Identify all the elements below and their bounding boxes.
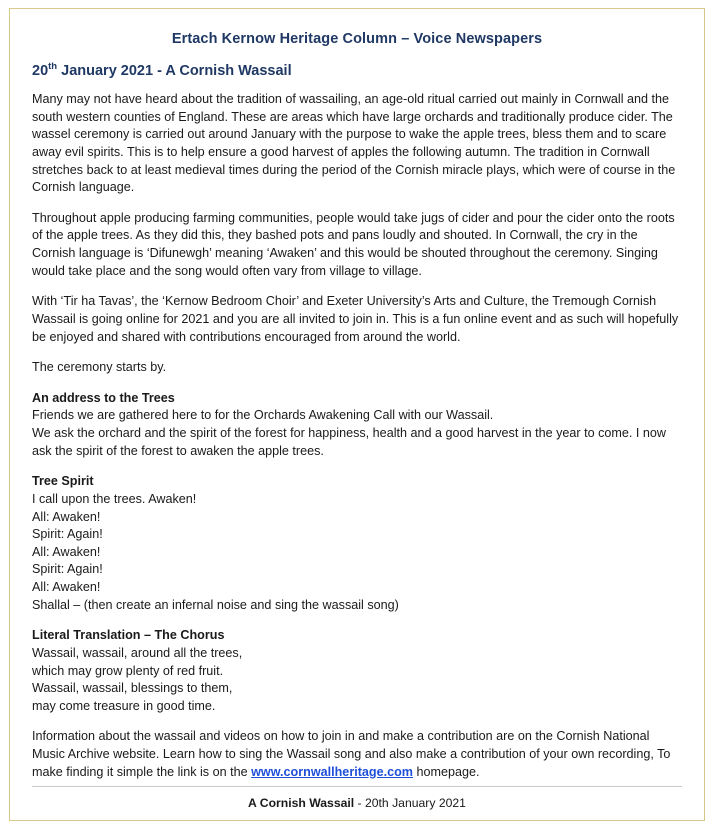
closing-text-before-link: Information about the wassail and videos on how to join in and make a contribution are on the Cornish National Music Archive website. Learn how to sing the Wassail song and also make a contribution of your own recording, To make finding it simple the link is on the — [32, 729, 671, 779]
article-date-ordinal: th — [48, 61, 58, 73]
section-address-to-trees — [32, 390, 682, 461]
address-line: We ask the orchard and the spirit of the forest for happiness, health and a good harvest in the year to come. I now ask the spirit of the forest to awaken the apple trees. — [32, 426, 667, 458]
article-date-heading — [32, 63, 682, 79]
paragraph-intro: Many may not have heard about the tradition of wassailing, an age-old ritual carried out mainly in Cornwall and the south western counties of England. These are areas which have large orchards and traditionally produce cider. The wassel ceremony is carried out around January with the purpose to wake the apple trees, bless them and to scare away evil spirits. This is to help ensure a good harvest of apples the following autumn. The tradition in Cornwall stretches back to at least medieval times during the period of the Cornish miracle plays, which were of course in the Cornish language. — [32, 92, 676, 195]
paragraph-closing-info — [32, 728, 682, 781]
section-heading-address: An address to the Trees — [32, 390, 175, 405]
closing-text-after-link: homepage. — [413, 764, 480, 779]
address-line: Friends we are gathered here to for the Orchards Awakening Call with our Wassail. — [32, 408, 494, 423]
paragraph-online-event: With ‘Tir ha Tavas’, the ‘Kernow Bedroom Choir’ and Exeter University’s Arts and Culture, the Tremough Cornish Wassail is going online for 2021 and you are all invited to join in. This is a fun online event and as such will hopefully be enjoyed and shared with contributions encouraged from around the world. — [32, 294, 679, 344]
tree-spirit-line: All: Awaken! — [32, 544, 101, 559]
tree-spirit-line: I call upon the trees. Awaken! — [32, 491, 197, 506]
paragraph-ceremony-intro: The ceremony starts by. — [32, 360, 167, 375]
tree-spirit-line: All: Awaken! — [32, 580, 101, 594]
chorus-line: Wassail, wassail, around all the trees, — [32, 645, 243, 660]
footer-date: - 20th January 2021 — [354, 796, 466, 810]
section-heading-tree-spirit: Tree Spirit — [32, 474, 94, 489]
tree-spirit-line: Shallal – (then create an infernal noise and sing the wassail song) — [32, 597, 399, 612]
tree-spirit-line: Spirit: Again! — [32, 527, 103, 542]
page-title: Ertach Kernow Heritage Column – Voice Newspapers — [171, 31, 543, 47]
section-heading-chorus: Literal Translation – The Chorus — [32, 628, 225, 643]
article-date-day: 20 — [32, 63, 49, 79]
paragraph-traditions: Throughout apple producing farming communities, people would take jugs of cider and pour the cider onto the roots of the apple trees. As they did this, they bashed pots and pans loudly and shouted. In Cornwall, the cry in the Cornish language is ‘Difunewgh’ meaning ‘Awaken’ and this would be shouted throughout the ceremony. Singing would take place and the song would often vary from village to village. — [32, 210, 675, 278]
chorus-line: Wassail, wassail, blessings to them, — [32, 681, 233, 696]
section-tree-spirit — [32, 473, 682, 614]
article-body — [32, 91, 682, 786]
page-footer — [32, 786, 682, 814]
cornwall-heritage-link[interactable]: www.cornwallheritage.com — [251, 764, 414, 779]
article-date-rest: January 2021 - A Cornish Wassail — [57, 63, 292, 79]
section-literal-translation-chorus — [32, 627, 682, 715]
chorus-line: which may grow plenty of red fruit. — [32, 663, 224, 678]
page-border-frame — [9, 8, 705, 821]
footer-title: A Cornish Wassail — [248, 796, 355, 810]
tree-spirit-line: All: Awaken! — [32, 509, 101, 524]
tree-spirit-line: Spirit: Again! — [32, 562, 103, 577]
chorus-line: may come treasure in good time. — [32, 698, 216, 713]
